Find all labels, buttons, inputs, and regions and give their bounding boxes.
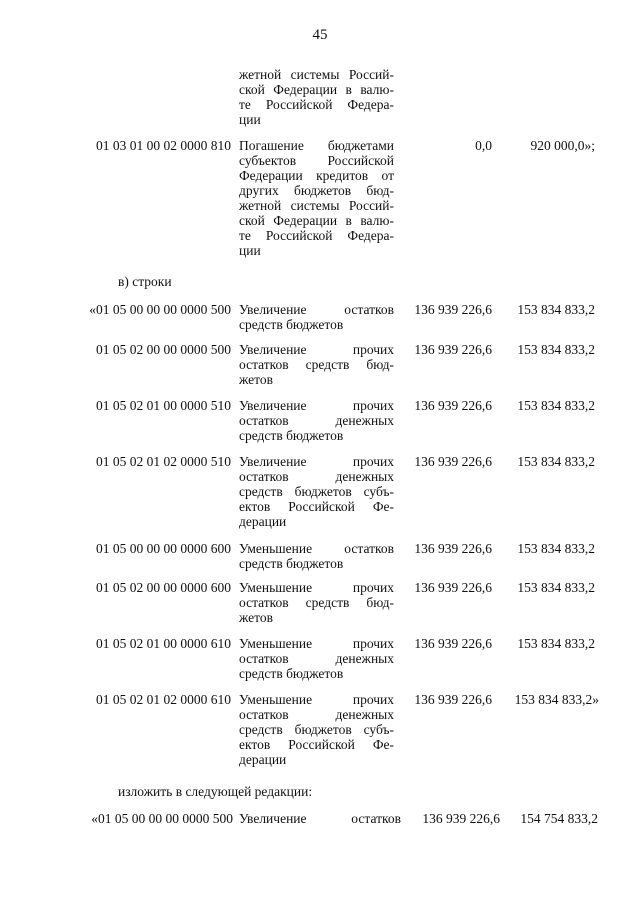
description-line: те Российской Федера- bbox=[239, 228, 394, 243]
description-line: Уменьшение остатков bbox=[239, 541, 394, 556]
description-line: Увеличение прочих bbox=[239, 342, 394, 357]
description-line: Увеличение прочих bbox=[239, 454, 394, 469]
description-line: средств бюджетов bbox=[239, 428, 344, 443]
description-line: Уменьшение прочих bbox=[239, 636, 394, 651]
value-year-1: 136 939 226,6 bbox=[414, 398, 492, 413]
description-line: Уменьшение прочих bbox=[239, 580, 394, 595]
description-line: ции bbox=[239, 112, 261, 127]
description-line: Увеличение прочих bbox=[239, 398, 394, 413]
budget-code: «01 05 00 00 00 0000 500 bbox=[91, 811, 233, 826]
description-line: остатков денежных bbox=[239, 651, 394, 666]
row-description bbox=[239, 636, 394, 681]
value-year-1: 136 939 226,6 bbox=[414, 454, 492, 469]
value-year-2: 153 834 833,2 bbox=[517, 454, 595, 469]
description-line: Федерации кредитов от bbox=[239, 168, 394, 183]
budget-code: «01 05 00 00 00 0000 500 bbox=[89, 302, 231, 317]
budget-code: 01 03 01 00 02 0000 810 bbox=[96, 138, 231, 153]
value-year-2: 153 834 833,2 bbox=[517, 398, 595, 413]
value-year-2: 153 834 833,2 bbox=[517, 636, 595, 651]
description-line: средств бюджетов bbox=[239, 317, 344, 332]
value-year-1: 136 939 226,6 bbox=[422, 811, 500, 826]
row-description bbox=[239, 580, 394, 625]
budget-code: 01 05 02 01 00 0000 610 bbox=[96, 636, 231, 651]
value-year-1: 0,0 bbox=[475, 138, 492, 153]
row-description bbox=[239, 811, 401, 826]
description-line: остатков средств бюд- bbox=[239, 595, 394, 610]
description-line: остатков денежных bbox=[239, 469, 394, 484]
section-heading: изложить в следующей редакции: bbox=[118, 784, 313, 799]
continuation-description bbox=[239, 67, 394, 127]
description-line: остатков средств бюд- bbox=[239, 357, 394, 372]
description-line: средств бюджетов субъ- bbox=[239, 484, 394, 499]
value-year-1: 136 939 226,6 bbox=[414, 342, 492, 357]
row-description bbox=[239, 302, 394, 332]
description-line: остатков денежных bbox=[239, 707, 394, 722]
section-heading: в) строки bbox=[118, 274, 172, 289]
value-year-1: 136 939 226,6 bbox=[414, 541, 492, 556]
description-line: ской Федерации в валю- bbox=[239, 82, 394, 97]
description-line: ской Федерации в валю- bbox=[239, 213, 394, 228]
description-line: остатков денежных bbox=[239, 413, 394, 428]
description-line: средств бюджетов bbox=[239, 666, 344, 681]
description-line: жетов bbox=[239, 610, 273, 625]
description-line: жетов bbox=[239, 372, 273, 387]
row-description bbox=[239, 342, 394, 387]
description-line: ектов Российской Фе- bbox=[239, 499, 394, 514]
value-year-1: 136 939 226,6 bbox=[414, 692, 492, 707]
description-line: те Российской Федера- bbox=[239, 97, 394, 112]
description-line: ции bbox=[239, 243, 261, 258]
row-description bbox=[239, 541, 394, 571]
value-year-2: 153 834 833,2» bbox=[514, 692, 599, 707]
budget-code: 01 05 02 01 02 0000 610 bbox=[96, 692, 231, 707]
description-line: Увеличение остатков bbox=[239, 811, 401, 826]
row-description bbox=[239, 692, 394, 767]
description-line: дерации bbox=[239, 752, 287, 767]
description-line: Уменьшение прочих bbox=[239, 692, 394, 707]
value-year-1: 136 939 226,6 bbox=[414, 636, 492, 651]
description-line: ектов Российской Фе- bbox=[239, 737, 394, 752]
budget-code: 01 05 02 00 00 0000 500 bbox=[96, 342, 231, 357]
row-description bbox=[239, 138, 394, 258]
description-line: средств бюджетов bbox=[239, 556, 344, 571]
value-year-1: 136 939 226,6 bbox=[414, 302, 492, 317]
budget-code: 01 05 02 01 02 0000 510 bbox=[96, 454, 231, 469]
description-line: жетной системы Россий- bbox=[239, 198, 394, 213]
value-year-2: 153 834 833,2 bbox=[517, 580, 595, 595]
value-year-2: 154 754 833,2 bbox=[520, 811, 598, 826]
row-description bbox=[239, 454, 394, 529]
value-year-2: 153 834 833,2 bbox=[517, 302, 595, 317]
description-line: средств бюджетов субъ- bbox=[239, 722, 394, 737]
value-year-2: 153 834 833,2 bbox=[517, 342, 595, 357]
budget-code: 01 05 02 00 00 0000 600 bbox=[96, 580, 231, 595]
value-year-2: 153 834 833,2 bbox=[517, 541, 595, 556]
description-line: дерации bbox=[239, 514, 287, 529]
row-description bbox=[239, 398, 394, 443]
description-line: жетной системы Россий- bbox=[239, 67, 394, 82]
description-line: Увеличение остатков bbox=[239, 302, 394, 317]
page-number: 45 bbox=[312, 27, 328, 43]
value-year-1: 136 939 226,6 bbox=[414, 580, 492, 595]
description-line: субъектов Российской bbox=[239, 153, 394, 168]
budget-code: 01 05 02 01 00 0000 510 bbox=[96, 398, 231, 413]
description-line: Погашение бюджетами bbox=[239, 138, 394, 153]
budget-code: 01 05 00 00 00 0000 600 bbox=[96, 541, 231, 556]
description-line: других бюджетов бюд- bbox=[239, 183, 394, 198]
value-year-2: 920 000,0»; bbox=[530, 138, 595, 153]
